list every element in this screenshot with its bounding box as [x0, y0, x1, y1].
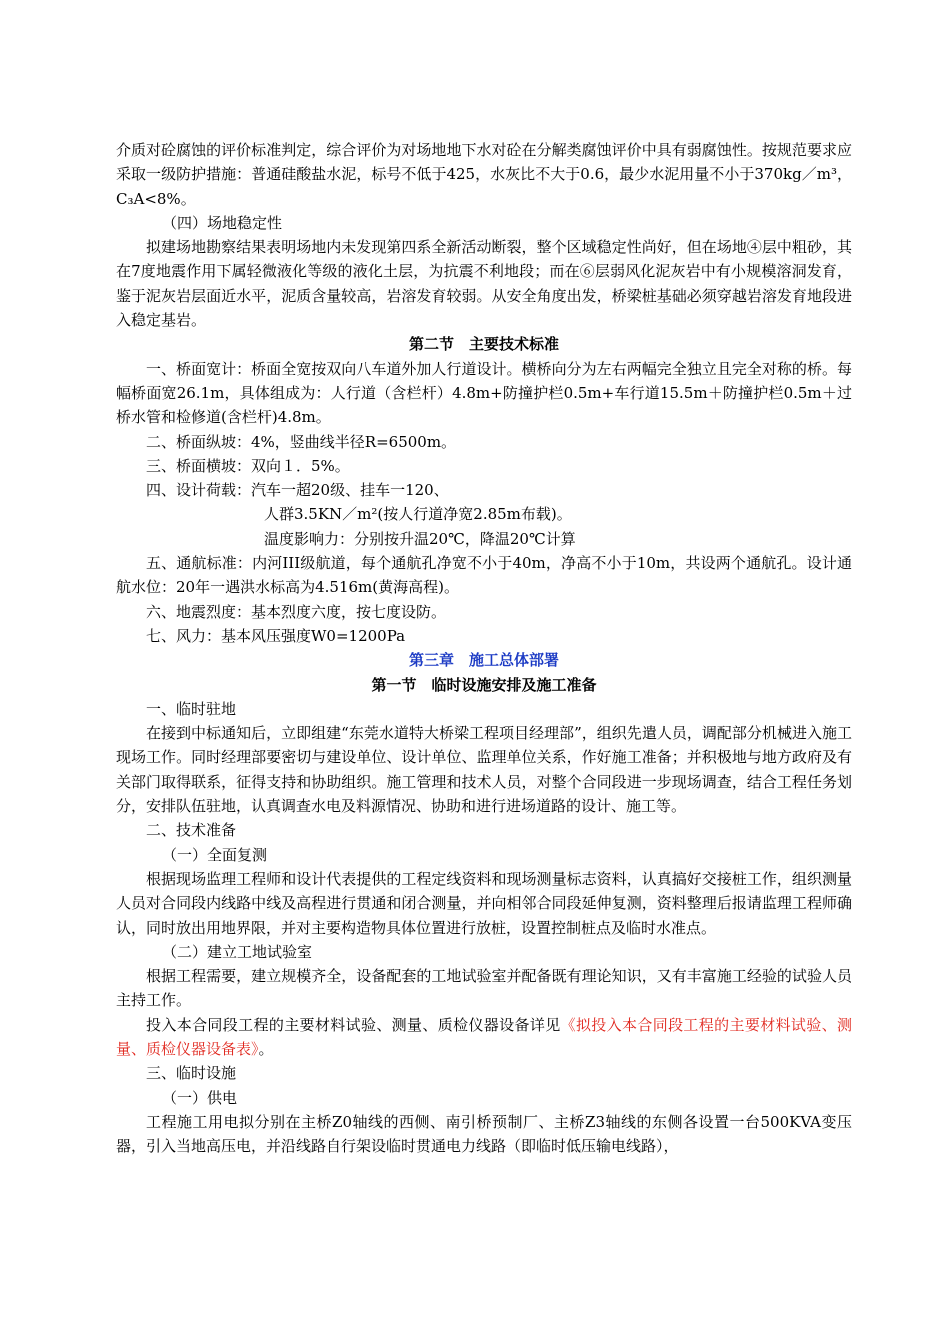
paragraph: 四、设计荷载：汽车一超20级、挂车一120、 — [146, 481, 449, 500]
paragraph: 六、地震烈度：基本烈度六度，按七度设防。 — [146, 602, 447, 621]
subheading: （一）全面复测 — [162, 845, 268, 864]
paragraph-text: 投入本合同段工程的主要材料试验、测量、质检仪器设备详见 — [146, 1015, 561, 1034]
subheading: （一）供电 — [162, 1088, 238, 1107]
paragraph: 七、风力：基本风压强度W0=1200Pa — [146, 626, 406, 645]
paragraph: 在接到中标通知后，立即组建“东莞水道特大桥梁工程项目经理部”，组织先遣人员，调配部分机械进入施工现场工作。同时经理部要密切与建设单位、设计单位、监理单位关系，作好施工准备；并积极地与地方政府及有关部门取得联系，征得支持和协助组织。施工管理和技术人员，对整个合同段进一步现场调查，结合工程任务划分，安排队伍驻地，认真调查水电及料源情况、协助和进行进场道路的设计、施工等。 — [116, 724, 852, 816]
paragraph: 介质对砼腐蚀的评价标准判定，综合评价为对场地地下水对砼在分解类腐蚀评价中具有弱腐蚀性。按规范要求应采取一级防护措施：普通硅酸盐水泥，标号不低于425，水灰比不大于0.6，最少水泥用量不小于370kg／m³，C₃A<8%。 — [116, 141, 852, 208]
subheading: （四）场地稳定性 — [162, 213, 283, 232]
subheading: 二、技术准备 — [146, 821, 237, 840]
paragraph: 三、桥面横坡：双向１．5%。 — [146, 456, 350, 475]
paragraph: 工程施工用电拟分别在主桥Z0轴线的西侧、南引桥预制厂、主桥Z3轴线的东侧各设置一台500KVA变压器，引入当地高压电，并沿线路自行架设临时贯通电力线路（即临时低压输电线路）， — [116, 1112, 852, 1156]
document-page — [116, 138, 852, 1158]
paragraph: 拟建场地勘察结果表明场地内未发现第四系全新活动断裂，整个区域稳定性尚好，但在场地④层中粗砂，其在7度地震作用下属轻微液化等级的液化土层，为抗震不利地段；而在⑥层弱风化泥灰岩中有小规模溶洞发育，鉴于泥灰岩层面近水平，泥质含量较高，岩溶发育较弱。从安全角度出发，桥梁桩基础必须穿越岩溶发育地段进入稳定基岩。 — [116, 238, 852, 330]
paragraph: 温度影响力：分别按升温20℃，降温20℃计算 — [264, 529, 576, 548]
paragraph — [116, 1013, 852, 1062]
subheading: 一、临时驻地 — [146, 699, 237, 718]
section-heading: 第一节 临时设施安排及施工准备 — [371, 675, 597, 694]
chapter-heading: 第三章 施工总体部署 — [408, 651, 559, 670]
paragraph: 根据现场监理工程师和设计代表提供的工程定线资料和现场测量标志资料，认真搞好交接桩工作，组织测量人员对合同段内线路中线及高程进行贯通和闭合测量，并向相邻合同段延伸复测，资料整理后报请监理工程师确认，同时放出用地界限，并对主要构造物具体位置进行放桩，设置控制桩点及临时水准点。 — [116, 869, 852, 937]
paragraph: 五、通航标准：内河III级航道，每个通航孔净宽不小于40m，净高不小于10m，共设两个通航孔。设计通航水位：20年一遇洪水标高为4.516m(黄海高程)。 — [116, 554, 852, 597]
subheading: 三、临时设施 — [146, 1064, 237, 1083]
paragraph: 一、桥面宽计：桥面全宽按双向八车道外加人行道设计。横桥向分为左右两幅完全独立且完全对称的桥。每幅桥面宽26.1m，具体组成为：人行道（含栏杆）4.8m+防撞护栏0.5m+车行道15.5m＋防撞护栏0.5m＋过桥水管和检修道(含栏杆)4.8m。 — [116, 359, 852, 427]
paragraph: 人群3.5KN／m²(按人行道净宽2.85m布载)。 — [264, 505, 572, 524]
paragraph: 二、桥面纵坡：4%，竖曲线半径R=6500m。 — [146, 432, 457, 451]
subheading: （二）建立工地试验室 — [162, 942, 313, 961]
reference-link[interactable]: 《拟投入本合同段工程的主要材料试验、测量、质检仪器设备表》 — [116, 1015, 852, 1058]
section-heading: 第二节 主要技术标准 — [408, 335, 559, 354]
paragraph: 根据工程需要，建立规模齐全，设备配套的工地试验室并配备既有理论知识，又有丰富施工经验的试验人员主持工作。 — [116, 967, 852, 1010]
paragraph-text: 。 — [258, 1039, 274, 1058]
